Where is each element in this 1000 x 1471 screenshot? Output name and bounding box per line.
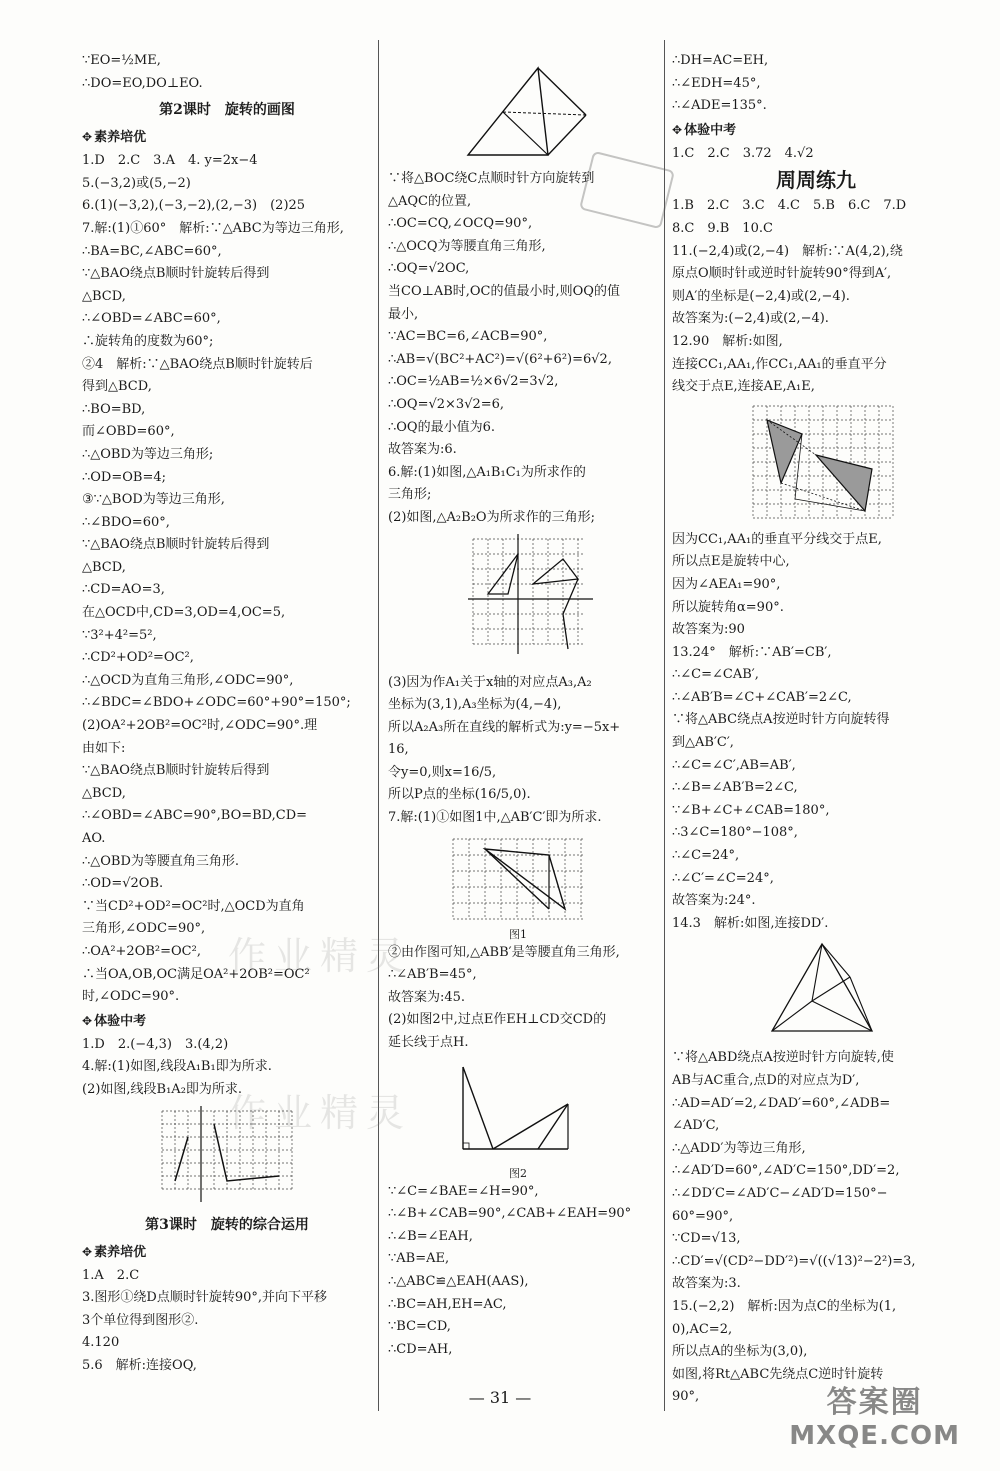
- text-line: ③∵△BOD为等边三角形,: [82, 492, 225, 508]
- column-divider: [664, 40, 665, 1411]
- section-heading: ✥ 素养培优: [82, 125, 372, 150]
- text-block: [672, 50, 960, 118]
- text-line: 如图,将Rt△ABC先绕点C逆时针旋转: [672, 1366, 884, 1382]
- text-line: ∴OQ=√2OC,: [388, 261, 470, 277]
- text-line: ∴∠ADE=135°.: [672, 98, 767, 114]
- text-block: [672, 529, 960, 936]
- text-block: [82, 218, 372, 1009]
- text-line: 因为∠AEA₁=90°,: [672, 576, 781, 592]
- text-line: AB与AC重合,点D的对应点为D′,: [672, 1073, 860, 1088]
- text-block: [672, 1047, 960, 1409]
- text-line: ∴∠C=24°,: [672, 848, 740, 864]
- text-line: ∴OQ=√2×3√2=6,: [388, 396, 505, 412]
- text-line: ∴BA=BC,∠ABC=60°,: [82, 243, 222, 259]
- text-line: ∴∠C=∠C′,AB=AB′,: [672, 757, 796, 773]
- text-line: ∵CD=√13,: [672, 1231, 741, 1247]
- text-line: △AQC的位置,: [388, 193, 472, 209]
- text-line: ∴∠EDH=45°,: [672, 75, 761, 91]
- text-line: 1.C 2.C 3.72 4.√2: [672, 145, 814, 161]
- text-line: ∴当OA,OB,OC满足OA²+2OB²=OC²: [82, 966, 310, 982]
- text-line: 5.(−3,2)或(5,−2): [82, 175, 191, 191]
- text-line: 到△AB′C′,: [672, 735, 734, 751]
- text-line: ∴△OBD为等腰直角三角形.: [82, 853, 240, 869]
- text-line: 所以A₂A₃所在直线的解析式为:y=−5x+: [388, 719, 621, 735]
- lesson-title: 第3课时 旋转的综合运用: [145, 1216, 309, 1233]
- text-line: △BCD,: [82, 559, 126, 575]
- text-line: ∵△BAO绕点B顺时针旋转后得到: [82, 763, 270, 779]
- text-line: 线交于点E,连接AE,A₁E,: [672, 379, 815, 395]
- text-line: ∵当CD²+OD²=OC²时,△OCD为直角: [82, 898, 305, 914]
- text-line: 延长线于点H.: [388, 1035, 469, 1051]
- text-line: ∴AD=AD′=2,∠DAD′=60°,∠ADB=: [672, 1095, 891, 1111]
- text-line: 三角形;: [388, 487, 432, 503]
- text-line: ∴∠AB′B=45°,: [388, 967, 477, 983]
- text-block: [82, 1265, 372, 1378]
- text-line: ∴BC=AH,EH=AC,: [388, 1296, 507, 1312]
- text-line: ∴∠AD′D=60°,∠AD′C=150°,DD′=2,: [672, 1163, 900, 1179]
- text-line: 令y=0,则x=16/5,: [388, 764, 497, 780]
- section-icon: ✥: [82, 130, 93, 145]
- text-line: ∴△OCD为直角三角形,∠ODC=90°,: [82, 672, 294, 688]
- column-left: [82, 50, 372, 1378]
- text-line: 11.(−2,4)或(2,−4) 解析:∵A(4,2),绕: [672, 243, 903, 259]
- text-line: 4.解:(1)如图,线段A₁B₁即为所求.: [82, 1059, 272, 1075]
- text-line: ∴OC=½AB=½×6√2=3√2,: [388, 374, 559, 390]
- text-line: (2)如图,△A₂B₂O为所求作的三角形;: [388, 509, 595, 525]
- text-line: ∴∠BDO=60°,: [82, 514, 170, 530]
- text-line: 而∠OBD=60°,: [82, 424, 175, 440]
- text-line: ∴OC=CQ,∠OCQ=90°,: [388, 216, 533, 232]
- text-line: ∴∠OBD=∠ABC=60°,: [82, 311, 221, 327]
- text-line: 故答案为:45.: [388, 989, 466, 1005]
- figure-caption: 图1: [509, 927, 527, 941]
- figure-1: [448, 834, 660, 924]
- grid-figure: [157, 1106, 372, 1206]
- text-line: 三角形,∠ODC=90°,: [82, 921, 206, 937]
- text-line: ∵将△ABC绕点A按逆时针方向旋转得: [672, 712, 890, 728]
- watermark: 作业精灵: [228, 1091, 413, 1135]
- text-line: 7.解:(1)①如图1中,△AB′C′即为所求.: [388, 810, 602, 826]
- text-line: ∴△OBD为等边三角形;: [82, 446, 214, 462]
- grid-figure: [750, 403, 960, 525]
- text-line: ∴BO=BD,: [82, 401, 146, 417]
- figure-caption: 图2: [509, 1166, 527, 1180]
- text-line: ∠AD′C,: [672, 1118, 720, 1134]
- text-line: ∴∠C′=∠C=24°,: [672, 870, 774, 886]
- text-line: ∴OD=OB=4;: [82, 469, 166, 485]
- text-line: 16,: [388, 742, 409, 758]
- text-line: 14.3 解析:如图,连接DD′.: [672, 915, 829, 931]
- text-line: 4.120: [82, 1335, 120, 1351]
- text-block: [82, 50, 372, 95]
- text-line: 5.6 解析:连接OQ,: [82, 1357, 197, 1373]
- section-heading: ✥ 素养培优: [82, 1240, 372, 1265]
- text-line: ∴CD=AH,: [388, 1341, 453, 1357]
- text-line: ∴∠BDC=∠BDO+∠ODC=60°+90°=150°;: [82, 695, 351, 711]
- weekly-title: 周周练九: [776, 168, 856, 193]
- text-line: ∴OA²+2OB²=OC²,: [82, 943, 201, 959]
- text-line: ∴∠DD′C=∠AD′C−∠AD′D=150°−: [672, 1185, 888, 1201]
- text-line: 6.(1)(−3,2),(−3,−2),(2,−3) (2)25: [82, 198, 306, 214]
- text-line: (3)因为作A₁关于x轴的对应点A₃,A₂: [388, 674, 592, 690]
- text-line: 最小,: [388, 306, 419, 322]
- text-line: (2)如图,线段B₁A₂即为所求.: [82, 1081, 243, 1097]
- column-right: [672, 50, 960, 1409]
- text-line: 8.C 9.B 10.C: [672, 220, 773, 236]
- text-line: ∴△ADD′为等边三角形,: [672, 1140, 806, 1156]
- text-line: ∴CD²+OD²=OC²,: [82, 650, 194, 666]
- text-line: ∴CD=AO=3,: [82, 582, 165, 598]
- logo-text: 答案圈: [826, 1385, 923, 1420]
- text-line: 90°,: [672, 1389, 700, 1405]
- text-line: ∴CD′=√(CD²−DD′²)=√((√13)²−2²)=3,: [672, 1253, 916, 1269]
- page-number: — 31 —: [468, 1388, 532, 1407]
- logo-url: MXQE.COM: [789, 1421, 960, 1451]
- lesson-title: 第2课时 旋转的画图: [159, 102, 295, 119]
- text-line: 15.(−2,2) 解析:因为点C的坐标为(1,: [672, 1298, 897, 1314]
- text-line: 所以旋转角α=90°.: [672, 599, 784, 615]
- text-line: 3个单位得到图形②.: [82, 1312, 199, 1328]
- text-line: ∴∠AB′B=∠C+∠CAB′=2∠C,: [672, 689, 852, 705]
- text-block: [388, 168, 660, 530]
- text-block: [82, 1034, 372, 1102]
- text-line: ∴DO=EO,DO⊥EO.: [82, 75, 203, 91]
- text-line: 1.D 2.(−4,3) 3.(4,2): [82, 1036, 229, 1052]
- text-block: [388, 1181, 660, 1362]
- text-line: ∵将△BOC绕C点顺时针方向旋转到: [388, 171, 595, 186]
- text-line: 1.D 2.C 3.A 4. y=2x−4: [82, 153, 258, 169]
- text-line: ∴旋转角的度数为60°;: [82, 333, 214, 349]
- text-line: 3.图形①绕D点顺时针旋转90°,并向下平移: [82, 1290, 328, 1306]
- text-line: ∵∠B+∠C+∠CAB=180°,: [672, 802, 830, 818]
- text-line: 0),AC=2,: [672, 1321, 733, 1337]
- text-line: 12.90 解析:如图,: [672, 333, 783, 349]
- text-line: 由如下:: [82, 740, 126, 756]
- text-line: 原点O顺时针或逆时针旋转90°得到A′,: [672, 266, 892, 282]
- text-line: 得到△BCD,: [82, 379, 152, 395]
- text-line: ②由作图可知,△ABB′是等腰直角三角形,: [388, 944, 620, 960]
- text-line: 所以点E是旋转中心,: [672, 554, 790, 570]
- text-line: ∴△ABC≌△EAH(AAS),: [388, 1274, 529, 1289]
- text-line: 所以点A的坐标为(3,0),: [672, 1344, 808, 1360]
- text-line: (2)如图2中,过点E作EH⊥CD交CD的: [388, 1012, 607, 1028]
- text-line: 因为CC₁,AA₁的垂直平分线交于点E,: [672, 531, 882, 547]
- text-line: ∴∠B=∠EAH,: [388, 1228, 473, 1244]
- text-line: 所以P点的坐标(16/5,0).: [388, 787, 531, 803]
- text-line: ∴DH=AC=EH,: [672, 53, 769, 68]
- text-line: ∴OD=√2OB.: [82, 876, 164, 892]
- text-line: ∴∠B+∠CAB=90°,∠CAB+∠EAH=90°: [388, 1206, 632, 1222]
- text-block: [388, 942, 660, 1055]
- section-icon: ✥: [82, 1013, 93, 1028]
- text-line: AO.: [82, 831, 106, 846]
- text-line: ∵将△ABD绕点A按逆时针方向旋转,使: [672, 1050, 894, 1066]
- text-line: 1.A 2.C: [82, 1267, 140, 1283]
- text-line: ∵AB=AE,: [388, 1251, 450, 1267]
- site-logo: [789, 1377, 960, 1451]
- text-line: ∵△BAO绕点B顺时针旋转后得到: [82, 266, 270, 282]
- text-line: ∵AC=BC=6,∠ACB=90°,: [388, 329, 548, 345]
- section-heading: ✥ 体验中考: [82, 1009, 372, 1034]
- text-block: [388, 672, 660, 830]
- text-line: 故答案为:(−2,4)或(2,−4).: [672, 311, 829, 327]
- text-line: 故答案为:24°.: [672, 893, 756, 909]
- figure-2: [438, 1059, 660, 1163]
- text-line: ∴∠C=∠CAB′,: [672, 667, 759, 683]
- text-line: ∴3∠C=180°−108°,: [672, 825, 798, 841]
- text-line: 当CO⊥AB时,OC的值最小时,则OQ的值: [388, 283, 620, 299]
- text-line: ②4 解析:∵△BAO绕点B顺时针旋转后: [82, 356, 313, 372]
- section-icon: ✥: [82, 1244, 93, 1259]
- text-line: 13.24° 解析:∵AB′=CB′,: [672, 644, 832, 660]
- text-line: 7.解:(1)①60° 解析:∵△ABC为等边三角形,: [82, 220, 344, 236]
- text-line: ∴∠B=∠AB′B=2∠C,: [672, 780, 798, 796]
- text-line: 1.B 2.C 3.C 4.C 5.B 6.C 7.D: [672, 198, 907, 214]
- text-line: 故答案为:90: [672, 622, 745, 638]
- column-middle: [388, 50, 660, 1361]
- triangle-figure: [458, 60, 660, 164]
- text-line: 则A′的坐标是(−2,4)或(2,−4).: [672, 288, 850, 304]
- text-block: [82, 150, 372, 218]
- text-line: (2)OA²+2OB²=OC²时,∠ODC=90°.理: [82, 718, 318, 734]
- text-line: 坐标为(3,1),A₃坐标为(4,−4),: [388, 697, 562, 713]
- text-line: ∴AB=√(BC²+AC²)=√(6²+6²)=6√2,: [388, 351, 612, 367]
- text-line: 60°=90°,: [672, 1208, 734, 1224]
- text-line: 在△OCD中,CD=3,OD=4,OC=5,: [82, 605, 286, 621]
- text-line: 故答案为:3.: [672, 1276, 741, 1292]
- text-line: ∵∠C=∠BAE=∠H=90°,: [388, 1183, 539, 1199]
- section-icon: ✥: [672, 122, 683, 137]
- text-line: 故答案为:6.: [388, 442, 457, 458]
- text-block: [672, 195, 960, 398]
- text-line: ∵EO=½ME,: [82, 53, 161, 68]
- text-line: ∴OQ的最小值为6.: [388, 419, 495, 435]
- text-line: 6.解:(1)如图,△A₁B₁C₁为所求作的: [388, 464, 586, 480]
- text-line: 连接CC₁,AA₁,作CC₁,AA₁的垂直平分: [672, 356, 887, 372]
- text-block: [672, 143, 960, 166]
- text-line: △BCD,: [82, 288, 126, 304]
- text-line: ∴△OCQ为等腰直角三角形,: [388, 238, 546, 254]
- text-line: ∵3²+4²=5²,: [82, 627, 157, 643]
- text-line: 时,∠ODC=90°.: [82, 989, 180, 1005]
- column-divider: [378, 40, 379, 1411]
- text-line: △BCD,: [82, 785, 126, 801]
- text-line: ∵BC=CD,: [388, 1319, 451, 1335]
- text-line: ∴∠OBD=∠ABC=90°,BO=BD,CD=: [82, 808, 308, 824]
- triangle-figure: [762, 939, 960, 1043]
- coordinate-figure: [468, 534, 660, 668]
- section-heading: ✥ 体验中考: [672, 118, 960, 143]
- text-line: ∵△BAO绕点B顺时针旋转后得到: [82, 537, 270, 553]
- watermark: 作业精灵: [228, 934, 413, 978]
